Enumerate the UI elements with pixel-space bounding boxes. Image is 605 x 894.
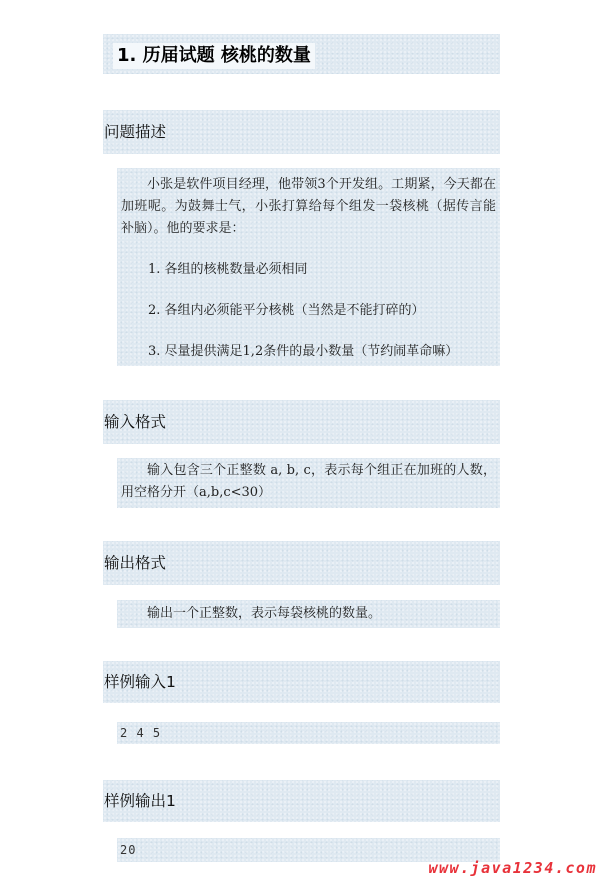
page-title: 1. 历届试题 核桃的数量 [113, 43, 315, 69]
title-block [103, 34, 500, 74]
problem-description [117, 168, 500, 366]
input-format-heading: 输入格式 [104, 413, 167, 431]
sample-input-value: 2 4 5 [120, 726, 162, 740]
problem-heading: 问题描述 [104, 123, 167, 141]
input-format-heading-block [103, 400, 500, 444]
input-format-paragraph: 输入包含三个正整数 a, b, c，表示每个组正在加班的人数，用空格分开（a,b,c<30） [121, 463, 496, 500]
rule-item: 2. 各组内必须能平分核桃（当然是不能打碎的） [148, 303, 425, 318]
rule-item: 3. 尽量提供满足1,2条件的最小数量（节约闹革命嘛） [148, 344, 459, 359]
problem-heading-block [103, 110, 500, 154]
input-format-description [117, 458, 500, 508]
problem-paragraph: 小张是软件项目经理，他带领3个开发组。工期紧，今天都在加班呢。为鼓舞士气，小张打算给每个组发一袋核桃（据传言能补脑）。他的要求是： [121, 177, 496, 236]
output-format-description [117, 600, 500, 628]
sample-input-box [117, 722, 500, 744]
sample-output-heading-block [103, 780, 500, 822]
sample-output-value: 20 [120, 843, 137, 857]
output-format-heading: 输出格式 [104, 554, 167, 572]
output-format-heading-block [103, 541, 500, 585]
sample-output-heading: 样例输出1 [104, 792, 176, 810]
rule-item: 1. 各组的核桃数量必须相同 [148, 262, 308, 277]
sample-input-heading-block [103, 661, 500, 703]
sample-input-heading: 样例输入1 [104, 673, 176, 691]
output-format-paragraph: 输出一个正整数，表示每袋核桃的数量。 [147, 606, 382, 621]
site-watermark: www.java1234.com [428, 859, 597, 877]
